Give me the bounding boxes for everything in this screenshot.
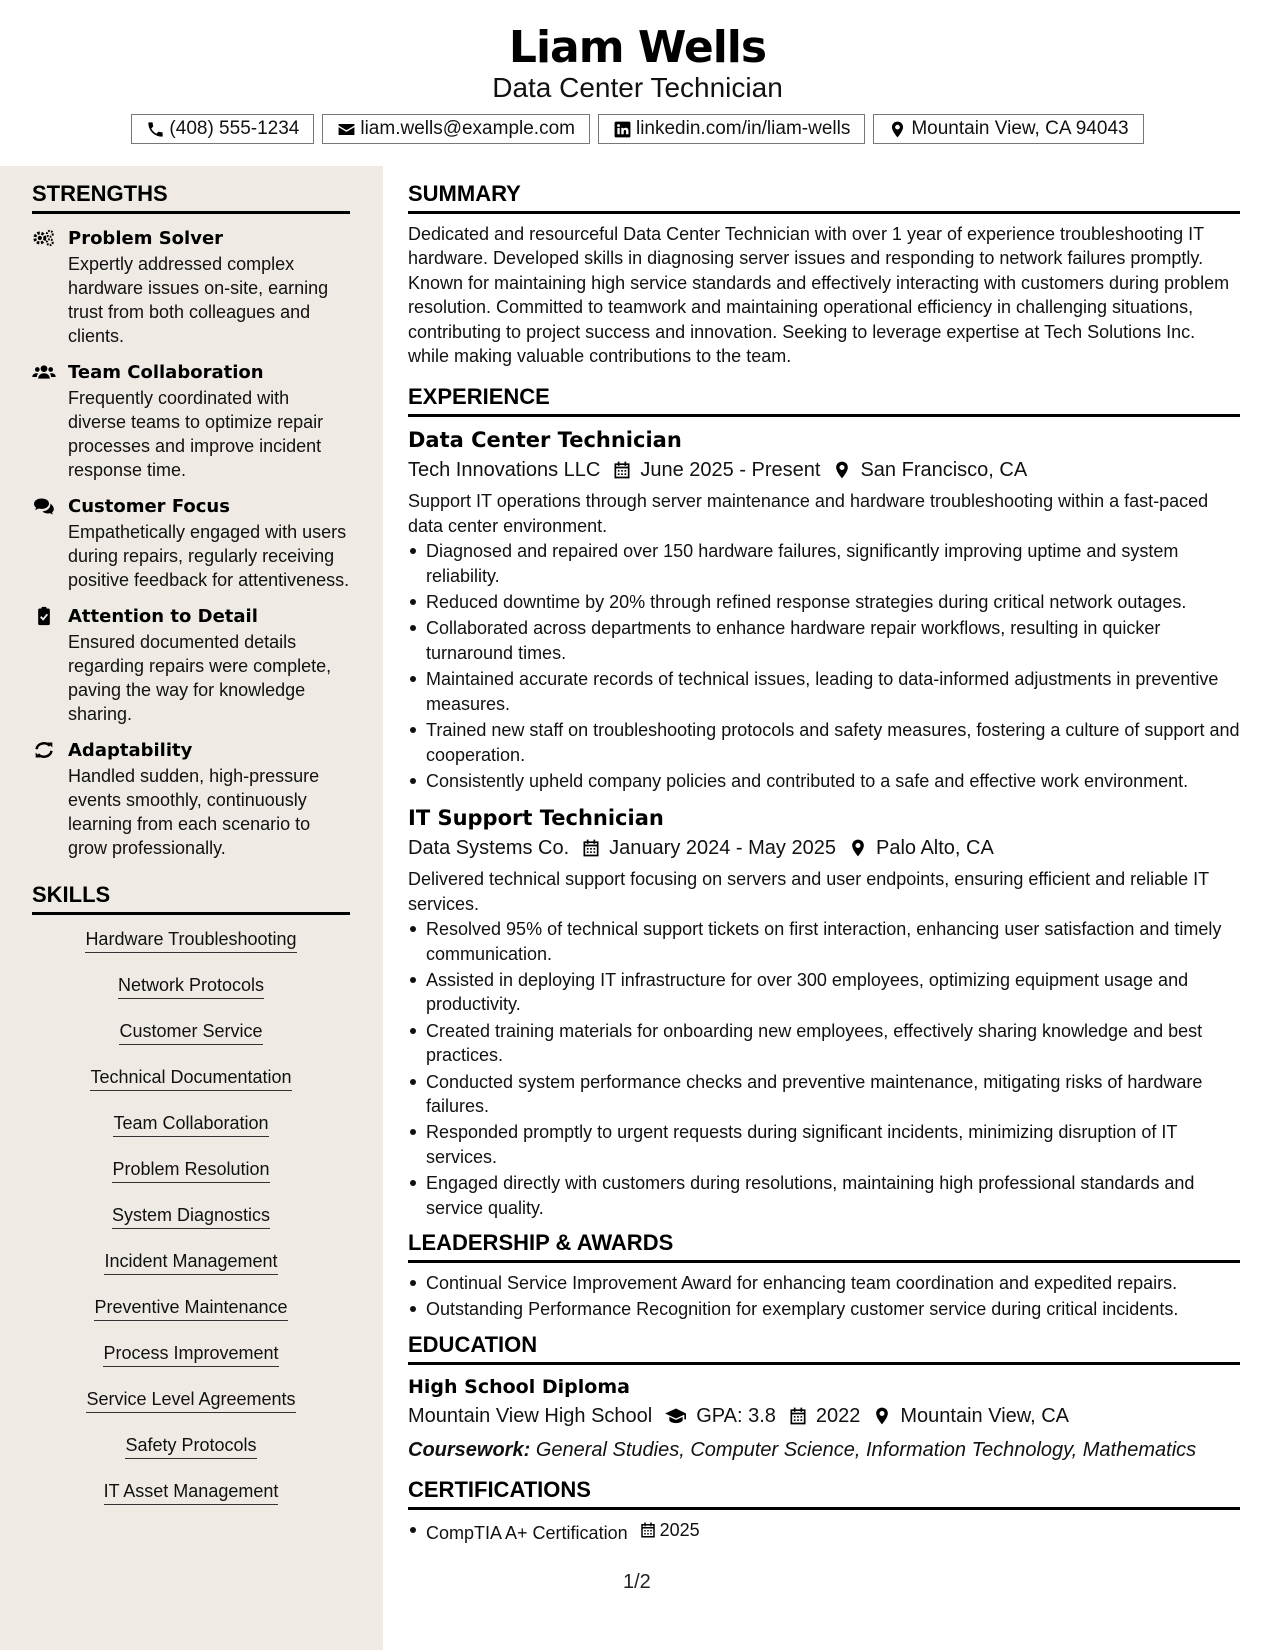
certifications-list [408,1518,1240,1546]
education-meta [408,1401,1240,1431]
awards-list [408,1271,1240,1322]
strength-item [32,738,350,860]
contact-linkedin[interactable] [598,114,865,144]
certification-name: CompTIA A+ Certification [426,1523,628,1544]
list-item: Reduced downtime by 20% through refined response strategies during critical network outages. [408,590,1240,614]
skill-item: System Diagnostics [112,1203,270,1229]
list-item: Engaged directly with customers during resolutions, maintaining high professional standards and service quality. [408,1171,1240,1220]
strength-title: Adaptability [68,740,193,761]
contact-phone[interactable] [131,114,314,144]
education-heading: EDUCATION [408,1332,1240,1365]
strength-desc: Empathetically engaged with users during repairs, regularly receiving positive feedback for attentiveness. [68,522,350,590]
strength-desc: Expertly addressed complex hardware issues on-site, earning trust from both colleagues and clients. [68,254,329,346]
certification-year: 2025 [659,1519,700,1540]
list-item: Continual Service Improvement Award for enhancing team coordination and expedited repairs. [408,1271,1240,1295]
strength-title: Team Collaboration [68,362,264,383]
job-bullets [408,917,1240,1220]
coursework-label: Coursework: [408,1438,531,1461]
job-bullets [408,539,1240,793]
summary-text: Dedicated and resourceful Data Center Technician with over 1 year of experience troubleshooting IT hardware. Developed skills in diagnosing server issues and responding to network failures promptly. Known for maintaining high service standards and effectively interacting with customers during problem resolution. Committed to teamwork and maintaining operational efficiency in challenging situations, contributing to project success and innovation. Seeking to leverage expertise at Tech Solutions Inc. while making valuable contributions to the team. [408,224,1230,367]
calendar-icon [639,1521,657,1539]
contact-linkedin-text: linkedin.com/in/liam-wells [635,118,851,139]
contact-location-text: Mountain View, CA 94043 [911,118,1129,139]
strength-title: Problem Solver [68,228,224,249]
education-gpa: GPA: 3.8 [696,1404,776,1427]
candidate-title: Data Center Technician [492,72,783,103]
job-title: IT Support Technician [408,806,664,831]
envelope-icon [337,120,356,139]
list-item: Collaborated across departments to enhance hardware repair workflows, resulting in quicker turnaround times. [408,616,1240,665]
skill-item: Technical Documentation [90,1065,291,1091]
job-description: Delivered technical support focusing on servers and user endpoints, ensuring efficient and reliable IT services. [408,869,1209,914]
list-item: Resolved 95% of technical support tickets on first interaction, enhancing user satisfaction and timely communication. [408,917,1240,966]
skill-item: Team Collaboration [113,1111,268,1137]
skill-item: IT Asset Management [104,1479,279,1505]
sync-icon [32,740,56,760]
skill-item: Preventive Maintenance [94,1295,287,1321]
strength-item [32,494,350,592]
contact-email-text: liam.wells@example.com [360,118,575,139]
gears-icon [32,228,56,248]
experience-heading: EXPERIENCE [408,384,1240,417]
job-company: Data Systems Co. [408,837,570,860]
strength-desc: Frequently coordinated with diverse teams to optimize repair processes and improve incident response time. [68,388,324,480]
coursework-text: General Studies, Computer Science, Information Technology, Mathematics [535,1438,1197,1461]
clipboard-check-icon [32,606,56,626]
strengths-heading: STRENGTHS [32,181,350,214]
skills-heading: SKILLS [32,882,350,915]
list-item: Diagnosed and repaired over 150 hardware failures, significantly improving uptime and system reliability. [408,539,1240,588]
job-company: Tech Innovations LLC [408,459,601,482]
job-title: Data Center Technician [408,428,682,453]
graduation-cap-icon [664,1406,688,1426]
skill-item: Customer Service [119,1019,262,1045]
strength-item [32,226,350,348]
education-coursework [408,1435,1240,1465]
list-item [408,1518,1240,1546]
skill-item: Network Protocols [118,973,264,999]
summary-heading: SUMMARY [408,181,1240,214]
page-number: 1/2 [623,1571,651,1593]
skill-item: Service Level Agreements [86,1387,295,1413]
job-dates: June 2025 - Present [640,459,821,482]
skill-item: Incident Management [104,1249,277,1275]
education-location: Mountain View, CA [900,1404,1070,1427]
skill-item: Safety Protocols [125,1433,256,1459]
calendar-icon [612,460,632,480]
strength-desc: Ensured documented details regarding repairs were complete, paving the way for knowledge sharing. [68,632,332,724]
education-degree: High School Diploma [408,1375,630,1398]
candidate-name: Liam Wells [508,22,767,73]
skills-list [32,927,350,1525]
main-content [408,181,1240,1555]
contact-bar [0,114,1275,144]
calendar-icon [788,1406,808,1426]
location-pin-icon [872,1406,892,1426]
location-pin-icon [888,120,907,139]
job-entry [408,425,1240,793]
comments-icon [32,496,56,516]
job-entry [408,803,1240,1220]
linkedin-icon [613,120,632,139]
education-entry [408,1373,1240,1465]
location-pin-icon [832,460,852,480]
job-location: San Francisco, CA [860,459,1028,482]
strength-desc: Handled sudden, high-pressure events smoothly, continuously learning from each scenario to grow professionally. [68,766,320,858]
strength-title: Attention to Detail [68,606,258,627]
list-item: Consistently upheld company policies and contributed to a safe and effective work environment. [408,769,1240,793]
location-pin-icon [848,838,868,858]
education-school: Mountain View High School [408,1404,653,1427]
list-item: Created training materials for onboarding new employees, effectively sharing knowledge and best practices. [408,1019,1240,1068]
list-item: Trained new staff on troubleshooting protocols and safety measures, fostering a culture of support and cooperation. [408,718,1240,767]
skill-item: Hardware Troubleshooting [85,927,296,953]
phone-icon [146,120,165,139]
resume-header [0,0,1275,165]
strength-title: Customer Focus [68,496,230,517]
education-year: 2022 [815,1404,861,1427]
list-item: Maintained accurate records of technical issues, leading to data-informed adjustments in preventive measures. [408,667,1240,716]
list-item: Conducted system performance checks and preventive maintenance, mitigating risks of hardware failures. [408,1070,1240,1119]
calendar-icon [581,838,601,858]
certifications-heading: CERTIFICATIONS [408,1477,1240,1510]
skill-item: Process Improvement [103,1341,278,1367]
sidebar [0,166,383,1650]
job-description: Support IT operations through server maintenance and hardware troubleshooting within a fast-paced data center environment. [408,491,1209,536]
awards-heading: LEADERSHIP & AWARDS [408,1230,1240,1263]
contact-email[interactable] [322,114,590,144]
job-dates: January 2024 - May 2025 [609,837,836,860]
contact-phone-text: (408) 555-1234 [169,118,300,139]
job-meta [408,455,1240,485]
job-meta [408,833,1240,863]
job-location: Palo Alto, CA [875,837,994,860]
skill-item: Problem Resolution [112,1157,269,1183]
list-item: Assisted in deploying IT infrastructure for over 300 employees, optimizing equipment usage and productivity. [408,968,1240,1017]
list-item: Responded promptly to urgent requests during significant incidents, minimizing disruption of IT services. [408,1120,1240,1169]
contact-location [873,114,1143,144]
strength-item [32,360,350,482]
list-item: Outstanding Performance Recognition for exemplary customer service during critical incidents. [408,1297,1240,1321]
users-icon [32,362,56,382]
strength-item [32,604,350,726]
